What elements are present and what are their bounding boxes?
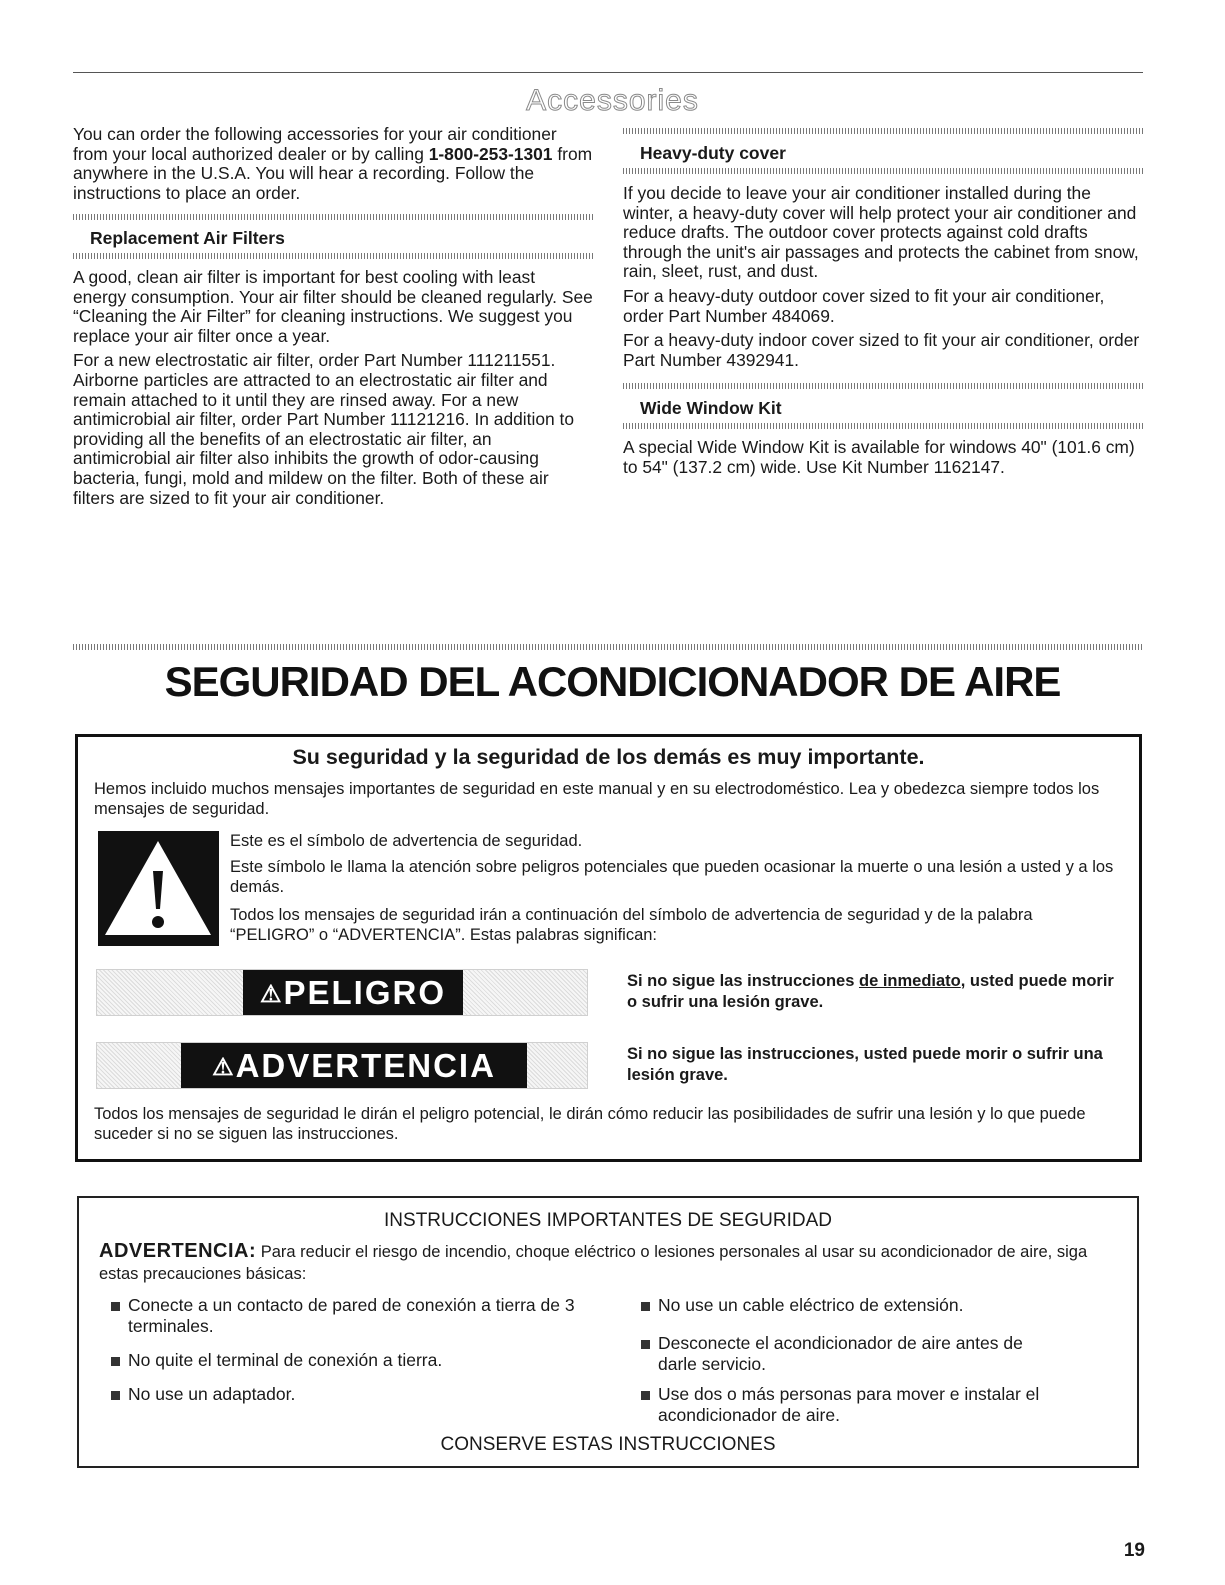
seguridad-title: SEGURIDAD DEL ACONDICIONADOR DE AIRE <box>164 658 1061 705</box>
warning-triangle-icon: ⚠ <box>212 1054 236 1081</box>
cover-heading: Heavy-duty cover <box>640 143 786 163</box>
divider-filters-top <box>73 214 595 220</box>
top-rule <box>73 72 1143 73</box>
window-heading: Wide Window Kit <box>640 398 782 418</box>
peligro-description <box>627 971 1127 1013</box>
accessories-intro <box>73 125 593 203</box>
advertencia-signal-bar <box>96 1042 588 1089</box>
precaution-item: No quite el terminal de conexión a tierra. <box>128 1350 443 1370</box>
precaution-item: No use un adaptador. <box>128 1384 296 1404</box>
divider-cover-bottom <box>623 168 1143 174</box>
peligro-text-post: , usted puede morir o sufrir una lesión grave. <box>627 972 1114 1011</box>
safety-box-heading: Su seguridad y la seguridad de los demás es muy importante. <box>292 745 925 769</box>
page-number: 19 <box>1123 1540 1145 1561</box>
symbol-line: Este símbolo le llama la atención sobre peligros potenciales que pueden ocasionar la muerte o una lesión a usted y a los demás. <box>230 858 1114 896</box>
safety-box <box>75 734 1142 1162</box>
precaution-item: Desconecte el acondicionador de aire antes de darle servicio. <box>658 1333 1023 1374</box>
peligro-text-pre: Si no sigue las instrucciones <box>627 972 859 990</box>
warning-text: Para reducir el riesgo de incendio, choque eléctrico o lesiones personales al usar su acondicionador de aire, siga estas precauciones básicas: <box>99 1243 1088 1283</box>
instructions-heading: INSTRUCCIONES IMPORTANTES DE SEGURIDAD <box>384 1210 832 1231</box>
precaution-item: No use un cable eléctrico de extensión. <box>658 1295 964 1315</box>
instructions-footer: CONSERVE ESTAS INSTRUCCIONES <box>440 1434 776 1455</box>
peligro-text-underline: de inmediato <box>858 972 961 990</box>
divider-cover-top <box>623 128 1143 134</box>
bullet-icon <box>641 1302 650 1311</box>
instructions-box <box>77 1196 1139 1468</box>
order-phone-number: 1-800-253-1301 <box>428 143 553 164</box>
section-divider <box>73 644 1143 650</box>
window-paragraph: A special Wide Window Kit is available for windows 40" (101.6 cm) to 54" (137.2 cm) wide. Use Kit Number 1162147. <box>623 437 1135 477</box>
bullet-icon <box>641 1391 650 1400</box>
safety-footer: Todos los mensajes de seguridad le dirán el peligro potencial, le dirán cómo reducir las posibilidades de sufrir una lesión y lo que puede suceder si no se siguen las instrucciones. <box>94 1105 1086 1143</box>
precaution-item: Use dos o más personas para mover e instalar el acondicionador de aire. <box>658 1384 1040 1425</box>
advertencia-label <box>181 1043 527 1088</box>
peligro-label <box>243 970 463 1015</box>
accessories-title: Accessories <box>526 84 699 117</box>
advertencia-description: Si no sigue las instrucciones, usted puede morir o sufrir una lesión grave. <box>627 1045 1103 1084</box>
bullet-icon <box>641 1340 650 1349</box>
symbol-line: Este es el símbolo de advertencia de seguridad. <box>230 832 583 850</box>
warning-triangle-icon: ⚠ <box>259 981 284 1008</box>
instructions-warning <box>99 1240 1124 1285</box>
window-body <box>623 438 1145 482</box>
peligro-signal-bar <box>96 969 588 1016</box>
filters-paragraph: For a new electrostatic air filter, order Part Number 111211551. Airborne particles are attracted to an electrostatic air filter and remain attached to it until they are rinsed away. For a new antimicrobial air filter, order Part Number 11121216. In addition to providing all the benefits of an electrostatic air filter, an antimicrobial air filter also inhibits the growth of odor-causing bacteria, fungi, mold and mildew on the filter. Both of these air filters are sized to fit your air conditioner. <box>73 350 575 508</box>
warning-label: ADVERTENCIA: <box>99 1240 257 1262</box>
advertencia-word: ADVERTENCIA <box>235 1047 496 1084</box>
precaution-item: Conecte a un contacto de pared de conexión a tierra de 3 terminales. <box>128 1295 575 1336</box>
filters-heading: Replacement Air Filters <box>90 228 285 248</box>
cover-paragraph: If you decide to leave your air conditioner installed during the winter, a heavy-duty cover will help protect your air conditioner and reduce drafts. The outdoor cover protects against cold drafts through the unit's air passages and protects the cabinet from snow, rain, sleet, rust, and dust. <box>623 183 1139 282</box>
cover-paragraph: For a heavy-duty indoor cover sized to fit your air conditioner, order Part Number 4392941. <box>623 330 1140 370</box>
bullet-icon <box>111 1302 120 1311</box>
divider-filters-bottom <box>73 253 595 259</box>
safety-alert-icon <box>98 831 219 946</box>
peligro-word: PELIGRO <box>283 974 447 1011</box>
intro-text-post: from anywhere in the U.S.A. You will hear a recording. Follow the instructions to place an order. <box>73 143 593 203</box>
filters-body <box>73 268 593 513</box>
cover-body <box>623 184 1145 375</box>
cover-paragraph: For a heavy-duty outdoor cover sized to fit your air conditioner, order Part Number 484069. <box>623 285 1105 326</box>
bullet-icon <box>111 1391 120 1400</box>
safety-intro: Hemos incluido muchos mensajes importantes de seguridad en este manual y en su electrodoméstico. Lea y obedezca siempre todos los mensajes de seguridad. <box>94 780 1100 818</box>
symbol-line: Todos los mensajes de seguridad irán a continuación del símbolo de advertencia de seguridad y de la palabra “PELIGRO” o “ADVERTENCIA”. Estas palabras significan: <box>230 906 1033 944</box>
divider-window-top <box>623 383 1143 389</box>
bullet-icon <box>111 1357 120 1366</box>
divider-window-bottom <box>623 423 1143 429</box>
filters-paragraph: A good, clean air filter is important for best cooling with least energy consumption. Your air filter should be cleaned regularly. See “Cleaning the Air Filter” for cleaning instructions. We suggest you replace your air filter once a year. <box>73 267 593 346</box>
intro-text-pre: You can order the following accessories for your air conditioner from your local authorized dealer or by calling <box>73 124 557 164</box>
